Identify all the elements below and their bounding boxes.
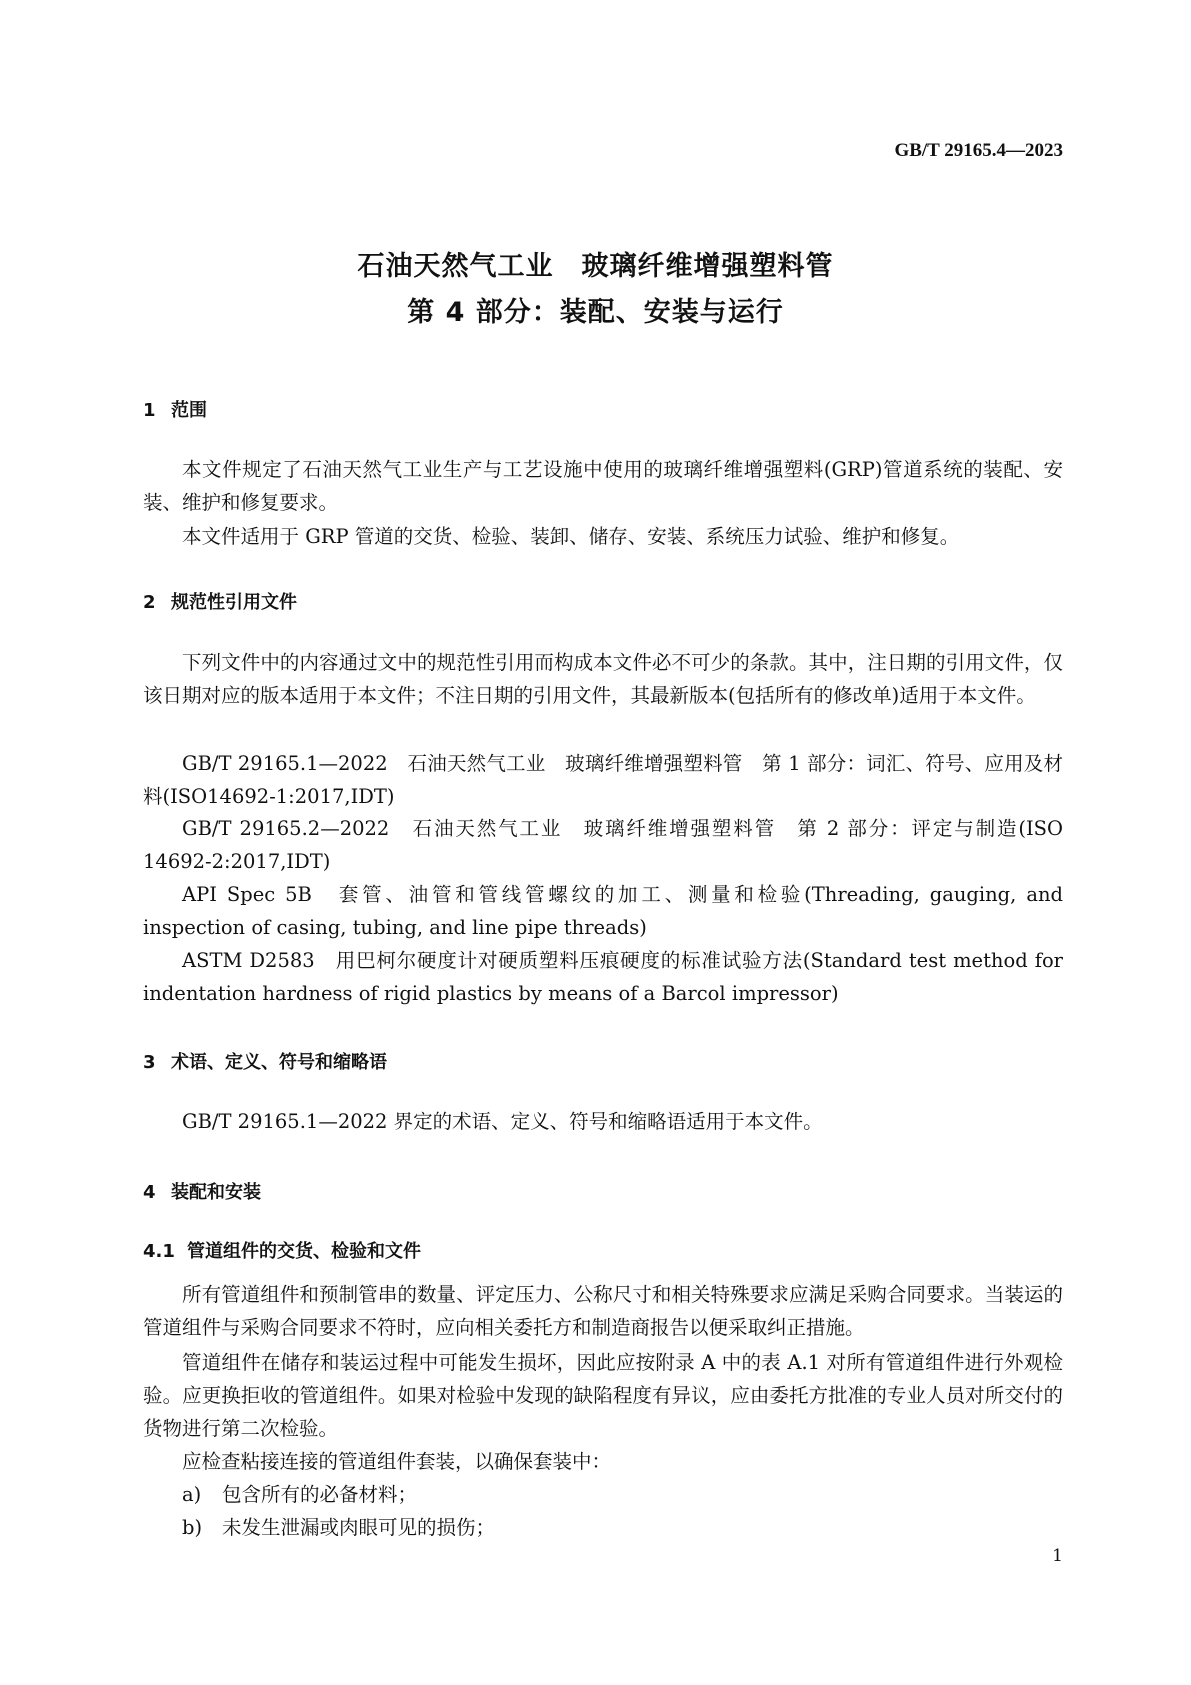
list-item xyxy=(182,1478,417,1511)
section-title: 规范性引用文件 xyxy=(171,592,297,613)
paragraph: 管道组件在储存和装运过程中可能发生损坏，因此应按附录 A 中的表 A.1 对所有管道组件进行外观检验。应更换拒收的管道组件。如果对检验中发现的缺陷程度有异议，应由委托方批准的专业人员对所交付的货物进行第二次检验。 xyxy=(143,1351,1063,1440)
list-text: 未发生泄漏或肉眼可见的损伤； xyxy=(222,1516,496,1539)
document-number: GB/T 29165.4—2023 xyxy=(894,140,1063,161)
paragraph: 本文件适用于 GRP 管道的交货、检验、装卸、储存、安装、系统压力试验、维护和修复。 xyxy=(182,525,960,548)
page-number: 1 xyxy=(1052,1546,1063,1566)
section-number: 2 xyxy=(143,592,156,613)
paragraph: 本文件规定了石油天然气工业生产与工艺设施中使用的玻璃纤维增强塑料(GRP)管道系统的装配、安装、维护和修复要求。 xyxy=(143,458,1063,514)
section-title: 管道组件的交货、检验和文件 xyxy=(187,1241,421,1262)
section-title: 装配和安装 xyxy=(171,1182,261,1203)
section-title: 术语、定义、符号和缩略语 xyxy=(171,1052,387,1073)
section-number: 4.1 xyxy=(143,1241,175,1262)
list-marker: b) xyxy=(182,1516,203,1539)
paragraph: GB/T 29165.1—2022 界定的术语、定义、符号和缩略语适用于本文件。 xyxy=(182,1110,823,1133)
list-item xyxy=(182,1511,495,1544)
reference-item: GB/T 29165.1—2022 石油天然气工业 玻璃纤维增强塑料管 第 1 部分：词汇、符号、应用及材料(ISO14692-1:2017,IDT) xyxy=(143,752,1063,808)
section-heading-2 xyxy=(143,588,297,614)
section-number: 1 xyxy=(143,400,156,421)
subsection-heading-4-1 xyxy=(143,1237,421,1263)
reference-item: ASTM D2583 用巴柯尔硬度计对硬质塑料压痕硬度的标准试验方法(Standard test method for indentation hardness of rigid plastics by means of a Barcol impressor) xyxy=(143,949,1063,1005)
paragraph: 下列文件中的内容通过文中的规范性引用而构成本文件必不可少的条款。其中，注日期的引用文件，仅该日期对应的版本适用于本文件；不注日期的引用文件，其最新版本(包括所有的修改单)适用于本文件。 xyxy=(143,651,1063,707)
section-heading-1 xyxy=(143,396,207,422)
reference-item: API Spec 5B 套管、油管和管线管螺纹的加工、测量和检验(Threading, gauging, and inspection of casing, tubing, and line pipe threads) xyxy=(143,883,1063,939)
paragraph: 应检查粘接连接的管道组件套装，以确保套装中： xyxy=(182,1450,612,1473)
section-heading-3 xyxy=(143,1048,387,1074)
section-number: 4 xyxy=(143,1182,156,1203)
paragraph: 所有管道组件和预制管串的数量、评定压力、公称尺寸和相关特殊要求应满足采购合同要求。当装运的管道组件与采购合同要求不符时，应向相关委托方和制造商报告以便采取纠正措施。 xyxy=(143,1283,1063,1339)
document-subtitle: 第 4 部分：装配、安装与运行 xyxy=(407,297,784,328)
list-text: 包含所有的必备材料； xyxy=(222,1483,418,1506)
section-heading-4 xyxy=(143,1178,261,1204)
reference-item: GB/T 29165.2—2022 石油天然气工业 玻璃纤维增强塑料管 第 2 部分：评定与制造(ISO 14692-2:2017,IDT) xyxy=(143,817,1063,873)
section-number: 3 xyxy=(143,1052,156,1073)
section-title: 范围 xyxy=(171,400,207,421)
list-marker: a) xyxy=(182,1483,202,1506)
document-title: 石油天然气工业 玻璃纤维增强塑料管 xyxy=(357,251,834,282)
